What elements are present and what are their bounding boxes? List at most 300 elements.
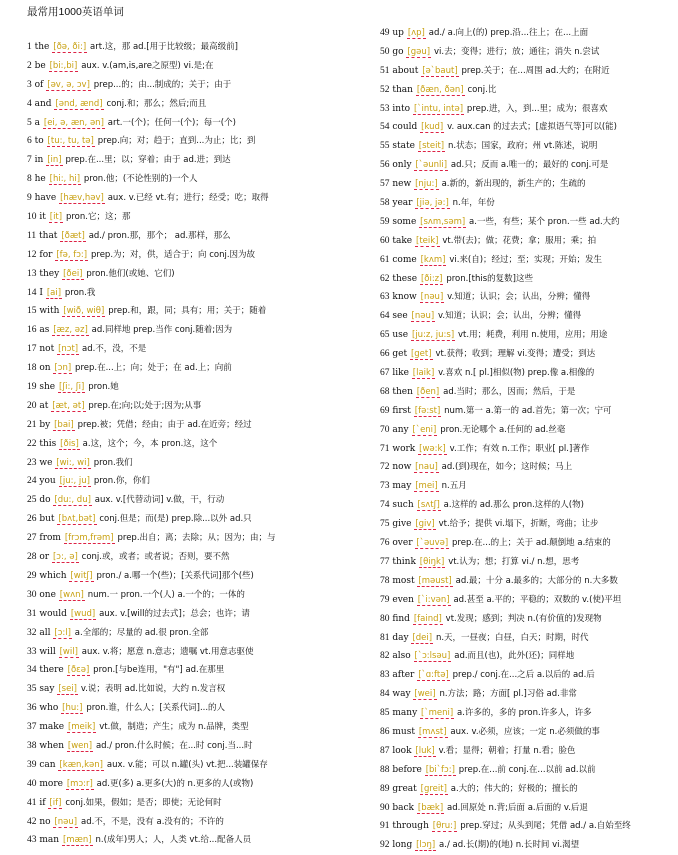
entry-phonetic: [if]	[49, 797, 62, 808]
entry-definition: prep.在...的上；关于 ad.颠倒地 a.结束的	[452, 538, 611, 549]
entry-definition: v.说；表明 ad.比如说，大约 n.发言权	[80, 684, 226, 695]
entry-number: 92	[380, 840, 390, 851]
entry-definition: ad.只；反而 a.唯一的；最好的 conj.可是	[450, 160, 609, 171]
word-entry	[380, 799, 675, 818]
entry-definition: n.五月	[441, 481, 467, 492]
entry-word: than	[392, 84, 413, 95]
entry-definition: pron.[this的复数]这些	[446, 273, 533, 284]
entry-phonetic: [bai]	[54, 419, 74, 430]
entry-number: 54	[380, 122, 390, 133]
entry-phonetic: [nəu]	[411, 311, 435, 322]
word-entry	[27, 567, 372, 586]
entry-number: 38	[27, 740, 37, 751]
entry-word: who	[39, 703, 59, 714]
entry-phonetic: [mei]	[415, 481, 438, 492]
entry-word: at	[39, 400, 49, 411]
word-entry	[27, 813, 372, 832]
entry-phonetic: [faind]	[413, 613, 442, 624]
entry-word: after	[392, 670, 415, 681]
entry-number: 15	[27, 306, 37, 317]
entry-number: 33	[27, 646, 37, 657]
word-entry	[27, 170, 372, 189]
entry-phonetic: [ʌp]	[407, 28, 425, 38]
entry-definition: art.这，那 ad.[用于比较级；最高级前]	[90, 42, 238, 52]
entry-word: like	[392, 368, 409, 379]
entry-definition: prep./ conj.在...之后 a.以后的 ad.后	[452, 670, 595, 681]
word-entry	[27, 38, 372, 57]
word-entry	[27, 132, 372, 151]
word-entry	[27, 189, 372, 208]
entry-number: 18	[27, 363, 37, 374]
entry-number: 66	[380, 349, 390, 360]
entry-word: make	[39, 722, 65, 733]
entry-definition: v.知道；认识；会；认出，分辨；懂得	[447, 292, 591, 303]
entry-phonetic: [kud]	[421, 122, 444, 133]
entry-phonetic: [`əunli]	[415, 160, 448, 171]
entry-definition: prep.被；凭借；经由；由于 ad.在近旁；经过	[77, 419, 252, 430]
entry-phonetic: [bæk]	[417, 802, 444, 813]
entry-phonetic: [`ɑ:ftə]	[418, 670, 449, 681]
entry-word: the	[34, 42, 50, 52]
word-entry	[27, 529, 372, 548]
word-entry	[27, 302, 372, 321]
entry-number: 36	[27, 703, 37, 714]
entry-word: not	[39, 344, 55, 355]
word-entry	[27, 246, 372, 265]
entry-definition: art.一(个)；任何一(个)；每一(个)	[107, 117, 236, 128]
word-entry	[27, 208, 372, 227]
entry-number: 29	[27, 570, 37, 581]
entry-number: 5	[27, 117, 32, 128]
word-entry	[27, 510, 372, 529]
entry-number: 50	[380, 46, 390, 57]
entry-number: 6	[27, 136, 32, 147]
entry-definition: n.(成年)男人；人，人类 vt.给...配备人员	[95, 835, 252, 846]
entry-number: 85	[380, 708, 390, 719]
entry-definition: ad.最；十分 a.最多的；大部分的 n.大多数	[455, 575, 618, 586]
word-entry	[380, 364, 675, 383]
word-entry	[380, 288, 675, 307]
entry-number: 68	[380, 386, 390, 397]
entry-phonetic: [ənd, ænd]	[55, 98, 103, 109]
entry-word: have	[34, 193, 57, 204]
entry-phonetic: [æt, ət]	[52, 400, 85, 411]
entry-word: you	[39, 476, 56, 487]
entry-phonetic: [sʌtʃ]	[417, 500, 440, 511]
entry-word: when	[39, 740, 64, 751]
entry-phonetic: [fə:st]	[414, 405, 441, 416]
entry-word: use	[392, 330, 409, 341]
word-entry	[380, 156, 675, 175]
entry-word: into	[392, 103, 411, 114]
entry-word: know	[392, 292, 417, 303]
entry-phonetic: [hæv,həv]	[60, 193, 104, 204]
word-entry	[380, 591, 675, 610]
entry-number: 31	[27, 608, 37, 619]
entry-phonetic: [laik]	[412, 368, 435, 379]
word-entry	[380, 137, 675, 156]
entry-definition: aux. v.已经 vt.有；进行；经受；吃；取得	[107, 193, 269, 204]
entry-phonetic: [æz, əz]	[53, 325, 88, 336]
word-entry	[380, 572, 675, 591]
entry-number: 42	[27, 816, 37, 827]
entry-number: 26	[27, 514, 37, 525]
entry-definition: vt.用；耗费，利用 n.使用，应用；用途	[458, 330, 608, 341]
entry-word: look	[392, 745, 412, 756]
entry-word: first	[392, 405, 411, 416]
word-entry	[27, 435, 372, 454]
entry-word: on	[39, 363, 51, 374]
entry-definition: ad.不，不是，没有 a.没有的；不许的	[80, 816, 224, 827]
entry-word: then	[392, 386, 413, 397]
entry-word: most	[392, 575, 415, 586]
entry-definition: aux. v.[will的过去式]；总会；也许；请	[99, 608, 250, 619]
entry-word: we	[39, 457, 53, 468]
entry-word: now	[392, 462, 412, 473]
word-entry	[27, 416, 372, 435]
entry-word: could	[392, 122, 418, 133]
entry-number: 86	[380, 726, 390, 737]
entry-definition: a.全部的；尽量的 ad.很 pron.全部	[74, 627, 209, 638]
entry-word: will	[39, 646, 56, 657]
entry-phonetic: [greit]	[420, 783, 447, 794]
word-entry	[27, 737, 372, 756]
entry-number: 72	[380, 462, 390, 473]
entry-number: 62	[380, 273, 390, 284]
entry-definition: conj.但是；而(是) prep.除...以外 ad.只	[99, 514, 252, 525]
entry-phonetic: [hi:, hi]	[49, 174, 81, 185]
entry-word: and	[34, 98, 52, 109]
entry-number: 81	[380, 632, 390, 643]
entry-word: must	[392, 726, 415, 737]
word-entry	[27, 794, 372, 813]
entry-number: 56	[380, 160, 390, 171]
word-entry	[27, 586, 372, 605]
left-column	[27, 38, 372, 850]
entry-word: up	[392, 28, 404, 38]
entry-definition: pron.他；(不论性别的)一个人	[83, 174, 198, 185]
entry-number: 90	[380, 802, 390, 813]
entry-number: 40	[27, 778, 37, 789]
entry-number: 64	[380, 311, 390, 322]
entry-definition: ad.(到)现在，如今；这时候；马上	[441, 462, 573, 473]
entry-word: go	[392, 46, 404, 57]
entry-definition: pron.[与be连用，"有"] ad.在那里	[93, 665, 225, 676]
word-entry	[27, 378, 372, 397]
entry-phonetic: [`intu, intə]	[413, 103, 464, 114]
entry-definition: prep.和，跟，同；具有；用；关于；随着	[108, 306, 267, 317]
entry-definition: ad.当时；那么，因而；然后，于是	[443, 386, 576, 397]
word-entry	[380, 62, 675, 81]
word-entry	[380, 251, 675, 270]
entry-phonetic: [bi`fɔ:]	[425, 764, 455, 775]
word-entry	[380, 723, 675, 742]
entry-number: 87	[380, 745, 390, 756]
entry-phonetic: [du:, du]	[54, 495, 91, 506]
entry-definition: ad.回原处 n.背;后面 a.后面的 v.后退	[447, 802, 588, 813]
entry-word: this	[39, 438, 57, 449]
entry-definition: vi.来(自)；经过；至；实现；开始；发生	[449, 254, 603, 265]
entry-phonetic: [sei]	[58, 684, 77, 695]
entry-phonetic: [ðə, ði:]	[53, 42, 87, 52]
word-entry	[27, 472, 372, 491]
entry-word: these	[392, 273, 418, 284]
entry-number: 78	[380, 575, 390, 586]
word-entry	[380, 817, 675, 836]
entry-number: 70	[380, 424, 390, 435]
word-entry	[380, 647, 675, 666]
entry-number: 75	[380, 519, 390, 530]
entry-definition: n.年，年份	[452, 198, 495, 209]
word-entry	[380, 118, 675, 137]
entry-definition: a.新的，新出现的，新生产的；生疏的	[441, 179, 586, 190]
word-entry	[380, 629, 675, 648]
entry-definition: aux. v.能；可以 n.罐(头) vt.把...装罐保存	[106, 759, 268, 770]
entry-phonetic: [mæn]	[62, 835, 92, 846]
entry-definition: prep.在;向;以;处于;因为;从事	[88, 400, 202, 411]
entry-word: long	[392, 840, 413, 851]
entry-word: there	[39, 665, 64, 676]
entry-phonetic: [wud]	[70, 608, 96, 619]
entry-number: 35	[27, 684, 37, 695]
entry-word: can	[39, 759, 56, 770]
entry-number: 13	[27, 268, 37, 279]
word-entry	[27, 114, 372, 133]
entry-definition: ad.甚至 a.平的；平稳的；双数的 v.(使)平坦	[453, 594, 622, 605]
entry-definition: a./ ad.长(期)的(地) n.长时间 vi.渴望	[439, 840, 580, 851]
entry-number: 80	[380, 613, 390, 624]
entry-word: if	[39, 797, 46, 808]
entry-number: 67	[380, 368, 390, 379]
entry-definition: ad.不，没，不是	[82, 344, 147, 355]
entry-number: 43	[27, 835, 37, 846]
word-entry	[380, 496, 675, 515]
entry-word: before	[392, 764, 422, 775]
entry-definition: ad./ pron.什么时候；在...时 conj.当...时	[95, 740, 253, 751]
entry-phonetic: [ðεə]	[67, 665, 90, 676]
entry-definition: prep.为；对，供，适合于；向 conj.因为故	[90, 249, 256, 260]
entry-phonetic: [bi:,bi]	[49, 60, 78, 71]
entry-definition: a.一些，有些；某个 pron.一些 ad.大约	[469, 216, 620, 227]
entry-definition: n.天，一昼夜；白昼，白天；时期，时代	[435, 632, 589, 643]
entry-definition: conj.和；那么；然后;而且	[106, 98, 207, 109]
word-entry	[380, 761, 675, 780]
entry-word: great	[392, 783, 417, 794]
word-entry	[27, 95, 372, 114]
entry-number: 24	[27, 476, 37, 487]
entry-word: man	[39, 835, 60, 846]
entry-definition: a.许多的，多的 pron.许多人，许多	[457, 708, 592, 719]
entry-number: 7	[27, 155, 32, 166]
entry-word: one	[39, 589, 56, 600]
entry-definition: vi.去；变得；进行；放；通往；消失 n.尝试	[433, 46, 600, 57]
entry-word: even	[392, 594, 414, 605]
word-entry	[380, 610, 675, 629]
entry-number: 4	[27, 98, 32, 109]
entry-phonetic: [ðæn, ðən]	[416, 84, 464, 95]
entry-word: year	[392, 198, 413, 209]
entry-phonetic: [meik]	[67, 722, 96, 733]
entry-number: 57	[380, 179, 390, 190]
entry-definition: prep.在...上；向；处于；在 ad.上；向前	[75, 363, 232, 374]
entry-definition: pron.谁，什么人；[关系代词]...的人	[86, 703, 226, 714]
entry-word: as	[39, 325, 50, 336]
entry-phonetic: [wi:, wi]	[56, 457, 90, 468]
entry-word: give	[392, 519, 412, 530]
entry-word: also	[392, 651, 411, 662]
word-entry	[27, 76, 372, 95]
entry-phonetic: [wen]	[67, 740, 93, 751]
entry-number: 21	[27, 419, 37, 430]
entry-word: such	[392, 500, 414, 511]
entry-number: 28	[27, 552, 37, 563]
entry-number: 25	[27, 495, 37, 506]
entry-definition: n.方法；路；方面[ pl.]习俗 ad.非常	[439, 689, 577, 700]
word-entry	[27, 397, 372, 416]
word-entry	[380, 780, 675, 799]
entry-word: day	[392, 632, 409, 643]
entry-phonetic: [in]	[47, 155, 62, 166]
word-entry	[380, 194, 675, 213]
entry-phonetic: [`i:vən]	[417, 594, 450, 605]
entry-number: 83	[380, 670, 390, 681]
word-entry	[27, 340, 372, 359]
entry-phonetic: [θiŋk]	[419, 556, 445, 567]
entry-phonetic: [`eni]	[412, 424, 437, 435]
word-entry	[380, 458, 675, 477]
word-entry	[27, 284, 372, 303]
entry-number: 51	[380, 65, 390, 76]
word-entry	[380, 421, 675, 440]
entry-phonetic: [nau]	[415, 462, 438, 473]
entry-definition: a.这，这个；今，本 pron.这，这个	[82, 438, 218, 449]
entry-number: 63	[380, 292, 390, 303]
entry-word: more	[39, 778, 63, 789]
entry-phonetic: [hu:]	[62, 703, 83, 714]
entry-definition: vt.发现；感到；判决 n.(有价值的)发现物	[445, 613, 602, 624]
entry-definition: aux. v.[代替动词] v.做，干，行动	[94, 495, 225, 506]
entry-word: from	[39, 533, 61, 544]
entry-word: get	[392, 349, 408, 360]
entry-word: some	[392, 216, 417, 227]
entry-phonetic: [wʌn]	[59, 589, 84, 600]
entry-word: take	[392, 235, 413, 246]
entry-definition: v.喜欢 n.[ pl.]相似(物) prep.像 a.相像的	[438, 368, 595, 379]
word-entry	[27, 624, 372, 643]
entry-word: by	[39, 419, 51, 430]
word-entry	[380, 24, 675, 43]
entry-word: only	[392, 160, 412, 171]
word-entry	[27, 321, 372, 340]
word-entry	[380, 232, 675, 251]
word-entry	[27, 605, 372, 624]
entry-definition: ad./ pron.那，那个； ad.那样，那么	[88, 230, 231, 241]
entry-word: may	[392, 481, 412, 492]
entry-phonetic: [`ɔ:lsəu]	[414, 651, 451, 662]
right-column	[380, 24, 675, 855]
entry-phonetic: [`meni]	[421, 708, 454, 719]
word-entry	[380, 440, 675, 459]
entry-definition: conj.或，或者；或者说；否则，要不然	[81, 552, 230, 563]
word-entry	[27, 227, 372, 246]
entry-definition: ad./ a.向上(的) prep.沿...往上；在...上面	[428, 28, 589, 38]
entry-phonetic: [ɔ:l]	[54, 627, 71, 638]
entry-phonetic: [bʌt,bət]	[58, 514, 96, 525]
entry-definition: aux. v.必须，应该；一定 n.必须做的事	[450, 726, 600, 737]
entry-number: 16	[27, 325, 37, 336]
entry-number: 9	[27, 193, 32, 204]
entry-number: 41	[27, 797, 37, 808]
entry-definition: vt.做，制造；产生；成为 n.品牌，类型	[99, 722, 249, 733]
entry-phonetic: [wei]	[414, 689, 436, 700]
entry-number: 89	[380, 783, 390, 794]
word-entry	[380, 100, 675, 119]
entry-number: 37	[27, 722, 37, 733]
word-entry	[380, 43, 675, 62]
entry-definition: a.这样的 ad.那么 pron.这样的人(物)	[443, 500, 584, 511]
word-entry	[27, 151, 372, 170]
entry-number: 59	[380, 216, 390, 227]
entry-phonetic: [nju:]	[415, 179, 438, 190]
entry-word: work	[392, 443, 416, 454]
entry-phonetic: [gəu]	[407, 46, 431, 57]
entry-word: over	[392, 538, 413, 549]
entry-definition: pron./ a.哪一个(些)；[关系代词]那个(些)	[96, 570, 254, 581]
entry-word: no	[39, 816, 51, 827]
entry-phonetic: [kʌm]	[420, 254, 446, 265]
entry-number: 49	[380, 28, 390, 38]
entry-word: would	[39, 608, 67, 619]
entry-phonetic: [ðen]	[416, 386, 440, 397]
entry-definition: prep.出自；离；去除；从；因为；由；与	[117, 533, 276, 544]
word-entry	[380, 175, 675, 194]
entry-definition: prep.穿过；从头到尾；凭借 ad./ a.自始至终	[460, 821, 631, 832]
entry-word: through	[392, 821, 429, 832]
word-entry	[380, 515, 675, 534]
entry-word: way	[392, 689, 411, 700]
entry-word: about	[392, 65, 419, 76]
entry-phonetic: [ði:z]	[420, 273, 443, 284]
word-entry	[27, 756, 372, 775]
entry-phonetic: [ɔ:, ə]	[52, 552, 78, 563]
entry-number: 71	[380, 443, 390, 454]
word-entry	[380, 534, 675, 553]
entry-definition: ad.同样地 prep.当作 conj.随着;因为	[91, 325, 233, 336]
entry-definition: num.第一 a.第一的 ad.首先；第一次；宁可	[444, 405, 612, 416]
entry-phonetic: [ai]	[46, 287, 62, 298]
entry-definition: ad.更(多) a.更多(大)的 n.更多的人(或物)	[96, 778, 254, 789]
entry-phonetic: [mʌst]	[418, 726, 447, 737]
word-entry	[27, 699, 372, 718]
entry-number: 88	[380, 764, 390, 775]
entry-definition: vt.带(去)；做；花费；拿；服用；乘；拍	[442, 235, 597, 246]
entry-number: 61	[380, 254, 390, 265]
entry-definition: pron.我们	[93, 457, 133, 468]
entry-word: she	[39, 382, 56, 393]
entry-number: 32	[27, 627, 37, 638]
entry-phonetic: [ðæt]	[61, 230, 85, 241]
entry-number: 84	[380, 689, 390, 700]
word-entry	[27, 680, 372, 699]
word-entry	[380, 553, 675, 572]
entry-phonetic: [luk]	[415, 745, 435, 756]
entry-definition: pron.无论哪个 a.任何的 ad.丝毫	[440, 424, 566, 435]
entry-word: they	[39, 268, 60, 279]
entry-word: new	[392, 179, 412, 190]
entry-phonetic: [əv, ə, ɔv]	[47, 79, 90, 90]
entry-phonetic: [frɔm,frəm]	[64, 533, 114, 544]
word-entry	[27, 491, 372, 510]
